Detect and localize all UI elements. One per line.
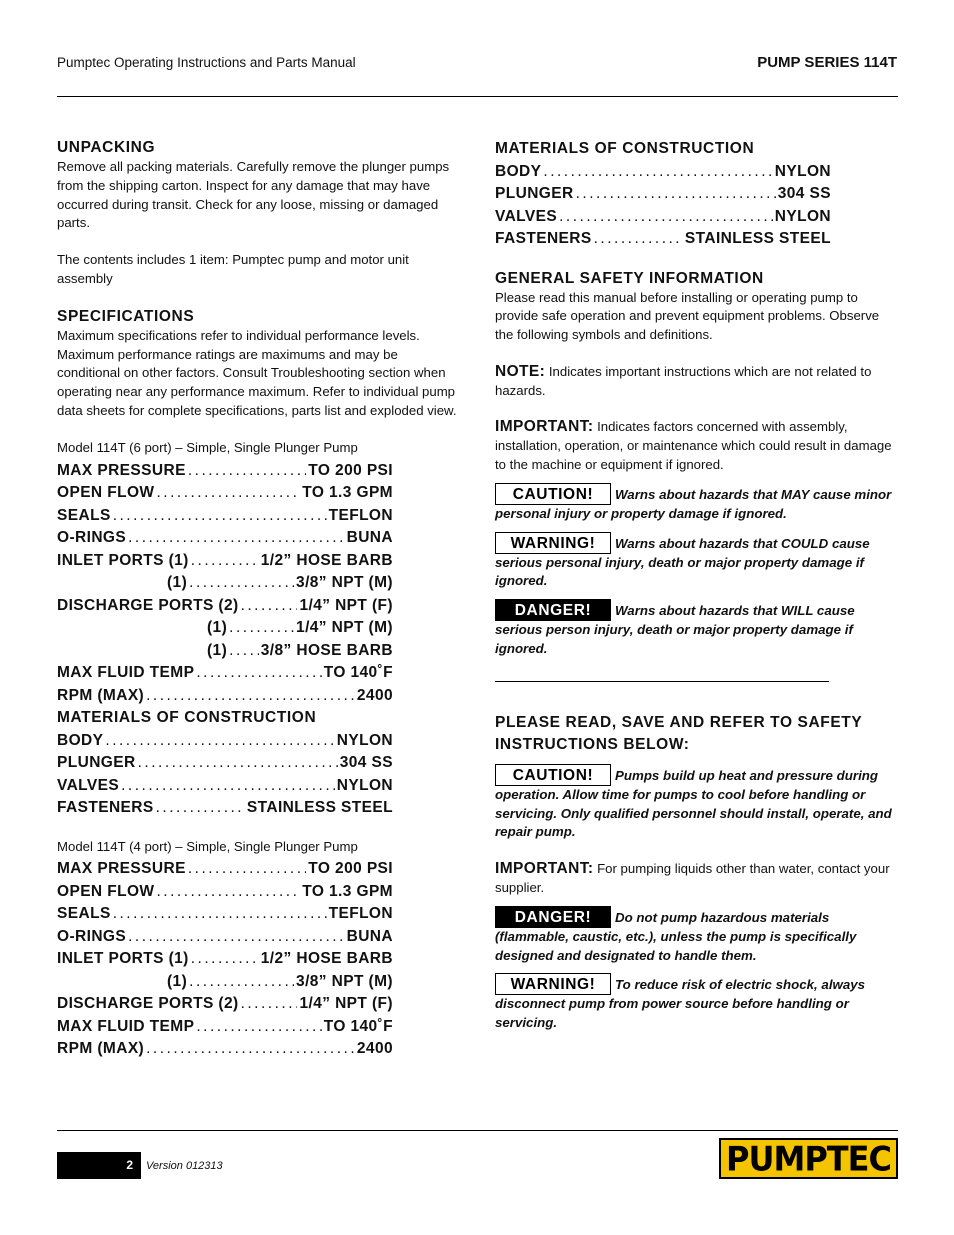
danger-instruction: [495, 906, 900, 966]
footer-rule: [57, 1130, 898, 1131]
spec-label: RPM (MAX): [57, 686, 145, 704]
spec-row: [57, 550, 393, 573]
spec-leader-dots: [188, 858, 306, 881]
danger-badge: DANGER!: [495, 599, 611, 621]
spec-label: RPM (MAX): [57, 1040, 145, 1058]
spec-label: FASTENERS: [495, 230, 592, 247]
spec-value: 1/2” HOSE BARB: [260, 551, 393, 569]
spec-value: 1/2” HOSE BARB: [260, 950, 393, 968]
model-4port-title: Model 114T (4 port) – Simple, Single Plunger Pump: [57, 838, 358, 854]
spec-leader-dots: [156, 881, 300, 904]
spec-leader-dots: [559, 206, 773, 229]
warning-instruction-badge: WARNING!: [495, 973, 611, 995]
left-materials-heading: MATERIALS OF CONSTRUCTION: [57, 709, 317, 727]
spec-leader-dots: [191, 550, 259, 573]
caution-instruction-badge: CAUTION!: [495, 764, 611, 786]
spec-value: TO 1.3 GPM: [302, 484, 393, 502]
spec-leader-dots: [196, 1016, 321, 1039]
spec-value: 2400: [356, 686, 393, 704]
spec-row: [57, 685, 393, 708]
spec-row: [57, 617, 393, 640]
spec-label: O-RINGS: [57, 927, 127, 945]
spec-value: STAINLESS STEEL: [246, 799, 393, 817]
spec-value: 304 SS: [777, 185, 831, 202]
spec-label: OPEN FLOW: [57, 882, 155, 900]
spec-label: PLUNGER: [57, 754, 136, 772]
spec-row: [57, 527, 393, 550]
spec-value: 1/4” NPT (M): [296, 619, 393, 637]
spec-leader-dots: [196, 662, 321, 685]
spec-value: 1/4” NPT (F): [299, 596, 393, 614]
spec-label: MAX PRESSURE: [57, 860, 186, 878]
model-6port-spec-list: [57, 460, 457, 708]
please-read-heading: PLEASE READ, SAVE AND REFER TO SAFETY INSTRUCTIONS BELOW:: [495, 713, 862, 753]
spec-label: DISCHARGE PORTS (2): [57, 995, 239, 1013]
spec-leader-dots: [543, 161, 772, 184]
spec-value: TEFLON: [328, 506, 393, 524]
left-column: [57, 138, 457, 1061]
spec-leader-dots: [146, 685, 355, 708]
spec-leader-dots: [156, 797, 245, 820]
general-safety-text: Please read this manual before installing or operating pump to provide safe operation and prevent equipment problems. Observe the following symbols and definitions.: [495, 289, 880, 343]
spec-row: [57, 903, 393, 926]
spec-label: (1): [207, 641, 228, 659]
danger-definition: [495, 599, 900, 659]
important-label: IMPORTANT:: [495, 418, 594, 436]
spec-value: 3/8” HOSE BARB: [260, 641, 393, 659]
spec-leader-dots: [189, 971, 294, 994]
spec-label: FASTENERS: [57, 799, 154, 817]
spec-row: [57, 730, 393, 753]
note-label: NOTE:: [495, 362, 546, 380]
spec-label: VALVES: [57, 776, 120, 794]
spec-row: [495, 161, 831, 184]
spec-label: OPEN FLOW: [57, 484, 155, 502]
spec-label: MAX FLUID TEMP: [57, 1017, 195, 1035]
unpacking-text: Remove all packing materials. Carefully remove the plunger pumps from the shipping carton. Inspect for any damage that may have occurred during transit. Check for any loose, missing or damaged parts.: [57, 159, 450, 231]
caution-instruction: [495, 764, 900, 842]
spec-row: [57, 971, 393, 994]
spec-label: BODY: [57, 731, 104, 749]
model-6port-title: Model 114T (6 port) – Simple, Single Plunger Pump: [57, 439, 358, 455]
spec-label: PLUNGER: [495, 185, 574, 202]
right-column: [495, 138, 900, 1033]
spec-row: [57, 948, 393, 971]
important-instruction: [495, 860, 900, 898]
spec-leader-dots: [113, 505, 327, 528]
caution-definition: [495, 483, 900, 524]
spec-row: [57, 1038, 393, 1061]
spec-value: 2400: [356, 1040, 393, 1058]
spec-leader-dots: [576, 183, 776, 206]
spec-value: 304 SS: [339, 754, 393, 772]
spec-row: [57, 572, 393, 595]
left-materials-spec-list: [57, 730, 457, 820]
right-materials-spec-list: [495, 161, 900, 251]
spec-row: [57, 993, 393, 1016]
spec-leader-dots: [121, 775, 335, 798]
spec-label: BODY: [495, 162, 542, 180]
spec-row: [57, 460, 393, 483]
spec-row: [495, 183, 831, 206]
spec-row: [57, 640, 393, 663]
spec-row: [57, 775, 393, 798]
spec-row: [57, 505, 393, 528]
warning-definition: [495, 532, 900, 592]
right-materials-heading: MATERIALS OF CONSTRUCTION: [495, 140, 755, 157]
spec-row: [57, 926, 393, 949]
contents-text: The contents includes 1 item: Pumptec pump and motor unit assembly: [57, 252, 409, 286]
header-series-title: PUMP SERIES 114T: [757, 54, 897, 71]
caution-instruction-text: Pumps build up heat and pressure during operation. Allow time for pumps to cool before handling or servicing. Only qualified personnel should install, operate, and repair pump.: [495, 767, 892, 840]
spec-label: SEALS: [57, 905, 111, 923]
spec-row: [57, 858, 393, 881]
spec-row: [495, 206, 831, 229]
spec-row: [57, 752, 393, 775]
pumptec-logo-text: PUMPTEC: [726, 1138, 891, 1179]
spec-leader-dots: [156, 482, 300, 505]
general-safety-heading: GENERAL SAFETY INFORMATION: [495, 269, 764, 287]
spec-leader-dots: [229, 617, 294, 640]
spec-row: [495, 228, 831, 251]
spec-leader-dots: [189, 572, 294, 595]
unpacking-heading: UNPACKING: [57, 139, 156, 156]
spec-label: O-RINGS: [57, 529, 127, 547]
note-paragraph: [495, 363, 900, 401]
spec-row: [57, 881, 393, 904]
header-rule: [57, 96, 898, 97]
caution-badge: CAUTION!: [495, 483, 611, 505]
spec-value: TO 140˚F: [323, 664, 393, 682]
spec-row: [57, 797, 393, 820]
spec-row: [57, 662, 393, 685]
spec-leader-dots: [241, 993, 298, 1016]
spec-value: NYLON: [774, 207, 831, 225]
caution-definition-text: Warns about hazards that MAY cause minor personal injury or property damage if ignored.: [495, 486, 892, 521]
spec-leader-dots: [113, 903, 327, 926]
spec-value: TO 1.3 GPM: [302, 882, 393, 900]
spec-leader-dots: [105, 730, 334, 753]
spec-leader-dots: [229, 640, 259, 663]
spec-value: NYLON: [336, 776, 393, 794]
spec-value: NYLON: [774, 162, 831, 180]
important-instruction-label: IMPORTANT:: [495, 860, 594, 878]
spec-row: [57, 595, 393, 618]
important-paragraph: [495, 418, 900, 474]
specifications-text: Maximum specifications refer to individual performance levels. Maximum performance ratings are maximums and may be conditional on other factors. Consult Troubleshooting section when operating near any performance maximum. Refer to individual pump data sheets for complete specifications, parts list and exploded view.: [57, 327, 457, 418]
danger-definition-text: Warns about hazards that WILL cause serious person injury, death or major property damage if ignored.: [495, 603, 855, 657]
spec-value: 3/8” NPT (M): [296, 972, 393, 990]
warning-instruction-text: To reduce risk of electric shock, always disconnect pump from power source before handling or servicing.: [495, 977, 866, 1031]
warning-definition-text: Warns about hazards that COULD cause serious personal injury, death or major property damage if ignored.: [495, 535, 870, 589]
spec-value: TEFLON: [328, 905, 393, 923]
important-instruction-text: For pumping liquids other than water, contact your supplier.: [495, 861, 890, 896]
important-text: Indicates factors concerned with assembly, installation, operation, or maintenance which could result in damage to the machine or equipment if ignored.: [495, 419, 892, 473]
spec-value: TO 200 PSI: [308, 860, 393, 878]
spec-leader-dots: [146, 1038, 355, 1061]
spec-label: (1): [167, 972, 188, 990]
danger-instruction-text: Do not pump hazardous materials (flammable, caustic, etc.), unless the pump is specifically designed and designated to handle them.: [495, 909, 857, 963]
warning-instruction: [495, 973, 900, 1033]
spec-leader-dots: [594, 228, 683, 251]
spec-label: MAX PRESSURE: [57, 461, 186, 479]
spec-leader-dots: [128, 926, 345, 949]
spec-leader-dots: [128, 527, 345, 550]
spec-value: NYLON: [336, 731, 393, 749]
spec-row: [57, 1016, 393, 1039]
spec-label: (1): [167, 574, 188, 592]
model-4port-spec-list: [57, 858, 457, 1061]
spec-label: (1): [207, 619, 228, 637]
spec-value: TO 140˚F: [323, 1017, 393, 1035]
spec-label: SEALS: [57, 506, 111, 524]
warning-badge: WARNING!: [495, 532, 611, 554]
spec-label: INLET PORTS (1): [57, 950, 189, 968]
spec-label: DISCHARGE PORTS (2): [57, 596, 239, 614]
spec-label: MAX FLUID TEMP: [57, 664, 195, 682]
version-label: Version 012313: [146, 1160, 223, 1172]
spec-label: INLET PORTS (1): [57, 551, 189, 569]
spec-value: 3/8” NPT (M): [296, 574, 393, 592]
specifications-heading: SPECIFICATIONS: [57, 307, 195, 325]
spec-leader-dots: [241, 595, 298, 618]
note-text: Indicates important instructions which are not related to hazards.: [495, 363, 872, 398]
spec-value: BUNA: [346, 529, 393, 547]
spec-leader-dots: [138, 752, 338, 775]
spec-value: BUNA: [346, 927, 393, 945]
spec-value: TO 200 PSI: [308, 461, 393, 479]
danger-instruction-badge: DANGER!: [495, 906, 611, 928]
pumptec-logo: [719, 1138, 898, 1179]
spec-value: STAINLESS STEEL: [684, 230, 831, 247]
spec-leader-dots: [188, 460, 306, 483]
header-manual-title: Pumptec Operating Instructions and Parts Manual: [57, 55, 356, 70]
page-number: 2: [57, 1152, 141, 1179]
spec-leader-dots: [191, 948, 259, 971]
spec-value: 1/4” NPT (F): [299, 995, 393, 1013]
spec-label: VALVES: [495, 207, 558, 225]
spec-row: [57, 482, 393, 505]
